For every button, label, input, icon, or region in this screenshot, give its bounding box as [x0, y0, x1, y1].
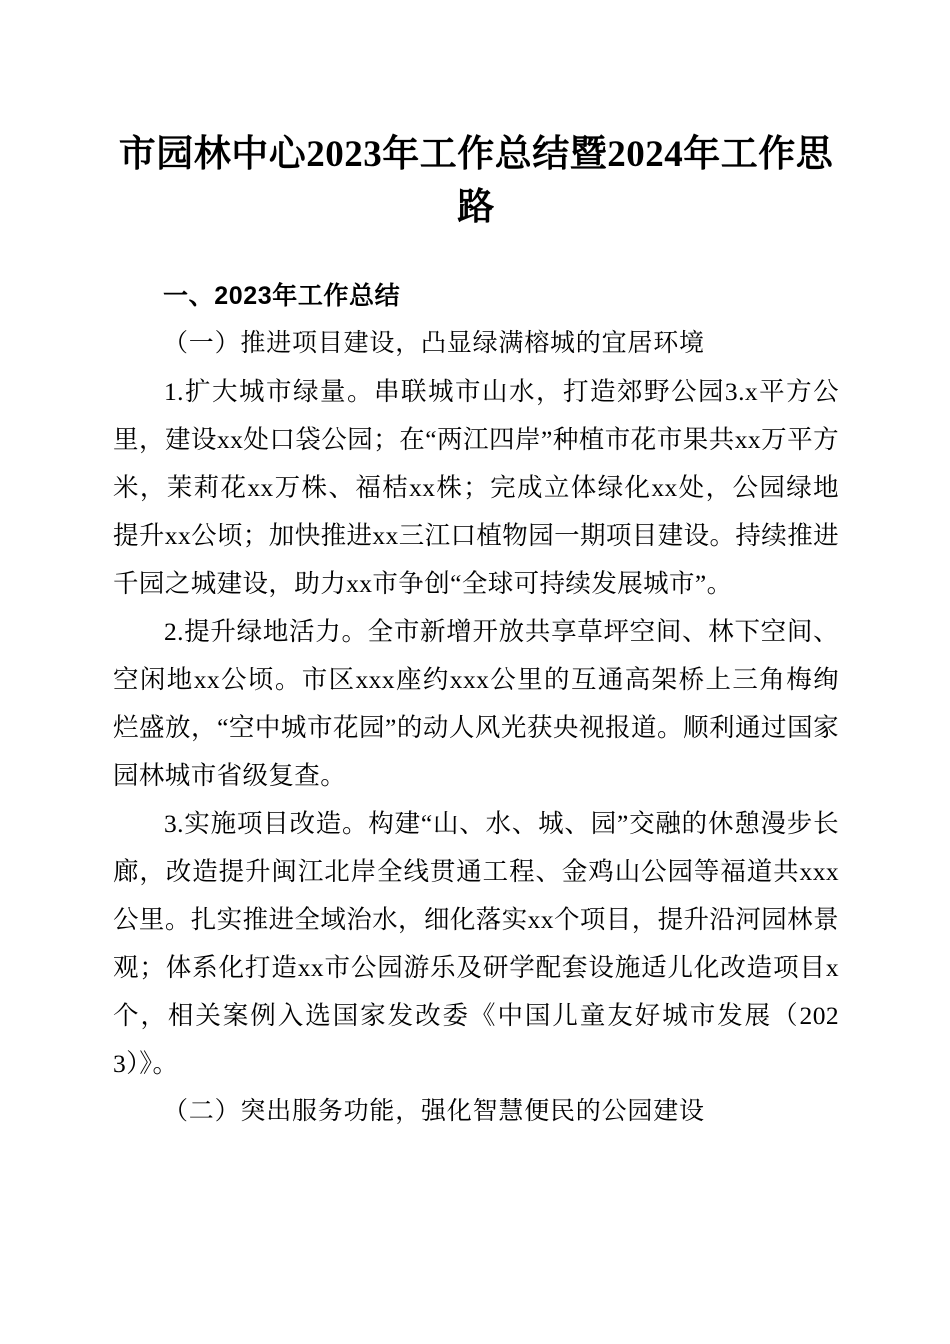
heading-level-1-section-one: 一、2023年工作总结 — [163, 282, 401, 310]
paragraph-item-2: 2.提升绿地活力。全市新增开放共享草坪空间、林下空间、空闲地xx公顷。市区xxx座约xxx公里的互通高架桥上三角梅绚烂盛放，“空中城市花园”的动人风光获央视报道。顺利通过国家园林城市省级复查。 — [113, 617, 839, 790]
document-title: 市园林中心2023年工作总结暨2024年工作思路 — [118, 134, 834, 228]
paragraph-item-1: 1.扩大城市绿量。串联城市山水，打造郊野公园3.x平方公里，建设xx处口袋公园；在“两江四岸”种植市花市果共xx万平方米，茉莉花xx万株、福桔xx株；完成立体绿化xx处，公园绿地提升xx公顷；加快推进xx三江口植物园一期项目建设。持续推进千园之城建设，助力xx市争创“全球可持续发展城市”。 — [113, 377, 840, 598]
heading-level-2-subsection-one: （一）推进项目建设，凸显绿满榕城的宜居环境 — [163, 330, 705, 357]
heading-level-2-subsection-two: （二）突出服务功能，强化智慧便民的公园建设 — [163, 1098, 705, 1125]
paragraph-item-3: 3.实施项目改造。构建“山、水、城、园”交融的休憩漫步长廊，改造提升闽江北岸全线贯通工程、金鸡山公园等福道共xxx公里。扎实推进全域治水，细化落实xx个项目，提升沿河园林景观；体系化打造xx市公园游乐及研学配套设施适儿化改造项目x个，相关案例入选国家发改委《中国儿童友好城市发展（2023）》。 — [113, 809, 839, 1078]
document-body — [113, 272, 839, 1136]
